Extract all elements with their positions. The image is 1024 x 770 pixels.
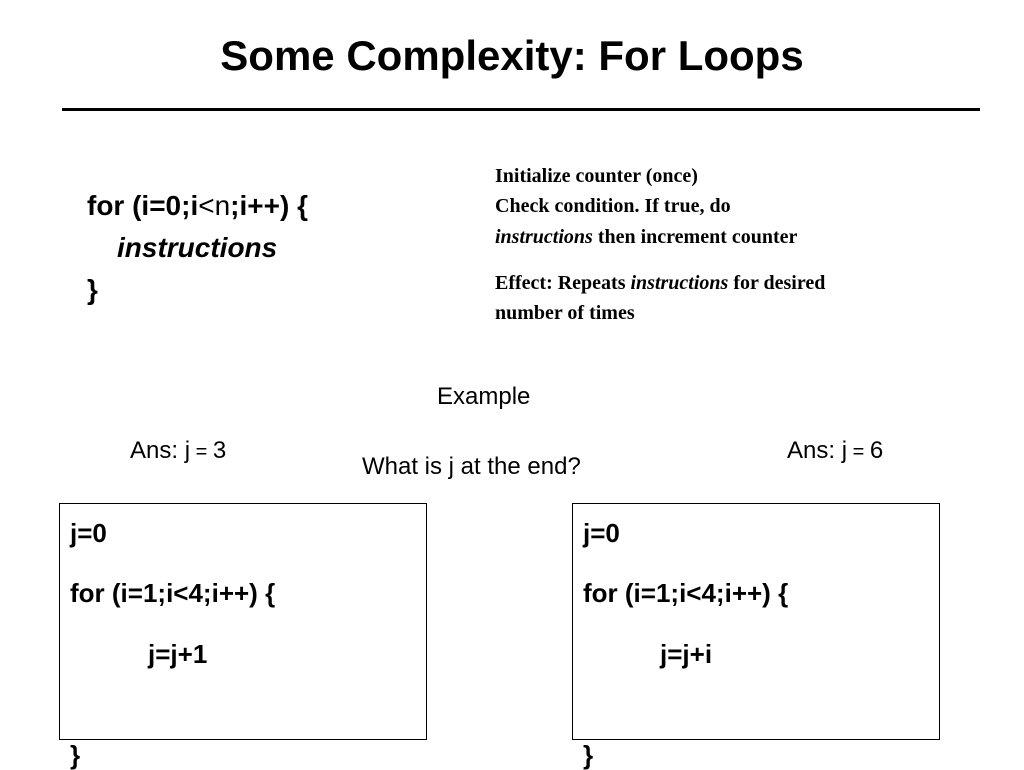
left-answer-value: 3	[212, 437, 227, 464]
right-code-line2: for (i=1;i<4;i++) {	[583, 578, 789, 608]
for-loop-syntax-line2	[117, 228, 277, 268]
left-code-line1: j=0	[70, 518, 107, 548]
explanation-line1: Initialize counter (once)	[495, 165, 698, 187]
right-code-line3: j=j+i	[660, 639, 713, 669]
left-code-box	[59, 503, 427, 740]
left-answer-prefix: Ans:	[130, 437, 185, 464]
effect-prefix: Effect: Repeats	[495, 272, 631, 294]
left-answer	[130, 436, 226, 467]
right-answer-value: 6	[869, 437, 884, 464]
effect-line1	[495, 268, 825, 298]
for-loop-syntax-line1	[87, 186, 308, 226]
left-code-line4: }	[70, 740, 81, 770]
title-divider	[62, 108, 980, 111]
effect-suffix: for desired	[728, 272, 826, 294]
explanation-increment: then increment counter	[592, 226, 798, 248]
right-code-line1: j=0	[583, 518, 620, 548]
right-code-box	[572, 503, 940, 740]
syntax-n: n	[214, 190, 231, 221]
left-answer-eq: =	[190, 441, 213, 463]
explanation-line2: Check condition. If true, do	[495, 195, 731, 217]
question-text: What is j at the end?	[362, 453, 581, 480]
syntax-part-b: ;i++) {	[230, 190, 308, 221]
syntax-less-than: <	[198, 190, 215, 221]
right-code-line4: }	[583, 740, 594, 770]
syntax-part-a: for (i=0;i	[87, 190, 199, 221]
left-code-line2: for (i=1;i<4;i++) {	[70, 578, 276, 608]
slide-title: Some Complexity: For Loops	[220, 32, 804, 79]
right-answer-prefix: Ans:	[787, 437, 842, 464]
effect-line2: number of times	[495, 302, 635, 324]
left-answer-var: j	[184, 437, 191, 464]
right-answer	[787, 436, 883, 467]
explanation-instructions: instructions	[495, 226, 593, 248]
syntax-instructions: instructions	[117, 232, 278, 263]
right-answer-eq: =	[847, 441, 870, 463]
right-answer-var: j	[841, 437, 848, 464]
effect-instructions: instructions	[630, 272, 729, 294]
left-code-line3: j=j+1	[148, 639, 208, 669]
example-label: Example	[437, 383, 531, 410]
explanation-line3	[495, 222, 797, 252]
for-loop-syntax-line3: }	[87, 274, 98, 305]
